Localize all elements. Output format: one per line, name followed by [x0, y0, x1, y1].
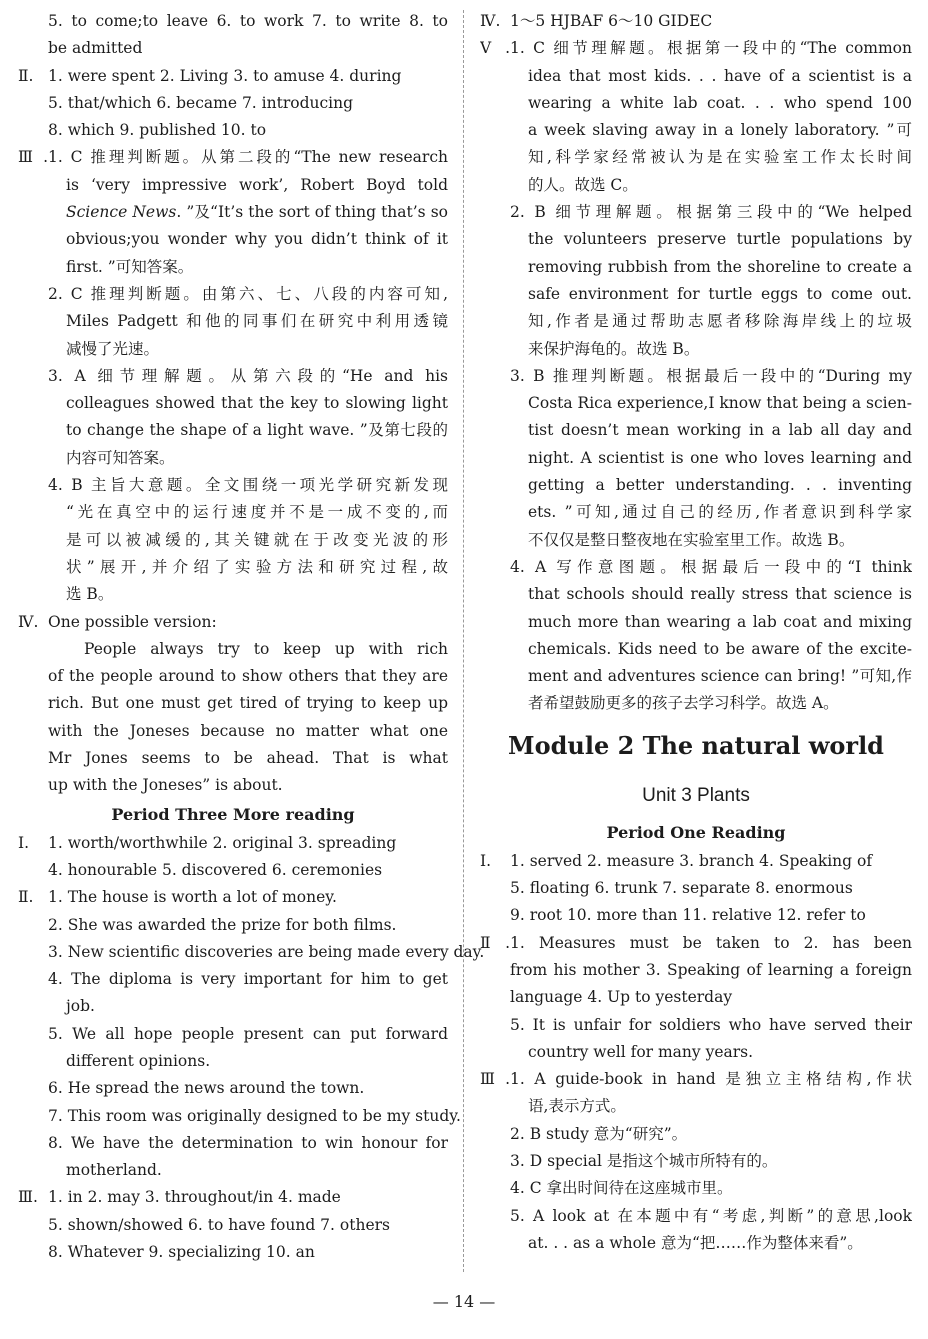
answer-line — [480, 90, 912, 117]
answer-line — [18, 1130, 448, 1157]
line-text: 知,作者是通过帮助志愿者移除海岸线上的垃圾 — [528, 312, 912, 331]
answer-line — [480, 254, 912, 281]
answer-line — [18, 1157, 448, 1184]
line-text: 1. worth/worthwhile 2. original 3. spreading — [48, 833, 397, 852]
answer-line — [18, 636, 448, 663]
line-text: Mr Jones seems to be ahead. That is what — [48, 749, 448, 768]
answer-line — [18, 772, 448, 799]
answer-line — [18, 472, 448, 499]
answer-line — [18, 445, 448, 472]
answer-line — [18, 939, 485, 966]
line-text: “光在真空中的运行速度并不是一成不变的,而 — [66, 503, 448, 522]
line-text: motherland. — [66, 1161, 162, 1180]
answer-line — [480, 848, 912, 875]
line-text: is ‘very impressive work’, Robert Boyd told — [66, 175, 448, 194]
line-text: 4. A 写作意图题。根据最后一段中的“I think — [510, 557, 912, 576]
answer-line — [480, 1121, 912, 1148]
line-text: 1. A guide-book in hand 是独立主格结构,作状 — [510, 1070, 912, 1089]
answer-line — [480, 984, 912, 1011]
answer-line — [18, 718, 448, 745]
line-text: 3. B 推理判断题。根据最后一段中的“During my — [510, 366, 912, 385]
line-text: Costa Rica experience,I know that being a scien- — [528, 394, 912, 413]
line-text: 1～5 HJBAF 6～10 GIDEC — [510, 12, 713, 30]
line-text: 1. Measures must be taken to 2. has been — [510, 933, 912, 952]
answer-line — [18, 8, 448, 35]
line-text: 不仅仅是整日整夜地在实验室里工作。故选 B。 — [528, 530, 855, 549]
answer-line — [18, 581, 448, 608]
answer-line — [480, 63, 912, 90]
line-text: 4. B 主旨大意题。全文围绕一项光学研究新发现 — [48, 476, 448, 495]
line-text: a week slaving away in a lonely laboratory. ”可 — [528, 121, 912, 140]
line-text: from his mother 3. Speaking of learning a foreign — [510, 960, 912, 979]
page-number: — 14 — — [432, 1292, 496, 1311]
right-column — [480, 8, 912, 1257]
line-text: different opinions. — [66, 1051, 211, 1070]
answer-line — [18, 499, 448, 526]
answer-line — [18, 390, 448, 417]
answer-block-module1-period2 — [18, 8, 448, 800]
line-text: 4. The diploma is very important for him to get — [48, 970, 448, 989]
answer-line — [18, 417, 448, 444]
column-divider — [463, 10, 464, 1272]
line-text: ets. ”可知,通过自己的经历,作者意识到科学家 — [528, 503, 912, 522]
line-text: Miles Padgett 和他的同事们在研究中利用透镜 — [66, 312, 448, 331]
answer-line — [18, 90, 448, 117]
answer-line — [18, 884, 448, 911]
answer-line — [480, 1148, 912, 1175]
answer-line — [18, 690, 448, 717]
line-text: 6. He spread the news around the town. — [48, 1079, 365, 1098]
line-text: 1. were spent 2. Living 3. to amuse 4. during — [48, 66, 402, 85]
line-text: language 4. Up to yesterday — [510, 988, 733, 1007]
module-title: Module 2 The natural world — [508, 730, 884, 760]
line-text: 5. shown/showed 6. to have found 7. others — [48, 1215, 390, 1234]
answer-line — [480, 499, 912, 526]
line-text: 3. D special 是指这个城市所特有的。 — [510, 1151, 778, 1170]
answer-line — [18, 993, 448, 1020]
line-text: chemicals. Kids need to be aware of the excite- — [528, 639, 912, 658]
answer-line — [18, 199, 448, 226]
line-text: be admitted — [48, 39, 143, 58]
line-text: 3. New scientific discoveries are being made every day. — [48, 942, 485, 961]
answer-line — [18, 363, 448, 390]
answer-line — [480, 144, 912, 171]
answer-line — [18, 830, 448, 857]
answer-line — [18, 1103, 461, 1130]
section-numeral: Ⅴ. — [480, 39, 510, 58]
line-text: 是可以被减缓的,其关键就在于改变光波的形 — [66, 530, 448, 549]
answer-line — [480, 1039, 912, 1066]
left-column — [18, 8, 485, 1266]
answer-line — [480, 1093, 912, 1120]
line-text: 5. floating 6. trunk 7. separate 8. enormous — [510, 879, 853, 898]
answer-line — [480, 609, 912, 636]
line-text: 8. We have the determination to win honour for — [48, 1133, 448, 1152]
answer-line — [480, 902, 912, 929]
line-text: with the Joneses because no matter what one — [48, 721, 448, 740]
section-numeral: Ⅲ. — [18, 1188, 38, 1207]
line-text: 1. in 2. may 3. throughout/in 4. made — [48, 1188, 341, 1207]
line-text: 的人。故选 C。 — [528, 175, 638, 194]
line-text: getting a better understanding. . . inventing — [528, 476, 912, 495]
line-text: 2. B study 意为“研究”。 — [510, 1124, 688, 1143]
line-text: 5. to come;to leave 6. to work 7. to write 8. to — [48, 12, 448, 30]
answer-line — [480, 1230, 912, 1257]
answer-line — [18, 663, 448, 690]
line-text: 2. C 推理判断题。由第六、七、八段的内容可知, — [48, 284, 448, 303]
answer-line — [480, 472, 912, 499]
period-title-reading: Period One Reading — [606, 822, 786, 842]
answer-line — [480, 636, 912, 663]
line-text: 1. served 2. measure 3. branch 4. Speaking of — [510, 851, 873, 870]
line-text: wearing a white lab coat. . . who spend 100 — [528, 93, 912, 112]
line-text: removing rubbish from the shoreline to create a — [528, 257, 912, 276]
line-text: 9. root 10. more than 11. relative 12. refer to — [510, 906, 866, 925]
answer-line — [480, 8, 912, 35]
answer-line — [480, 930, 912, 957]
answer-line — [480, 363, 912, 390]
answer-line — [18, 1021, 448, 1048]
line-text: 1. C 推理判断题。从第二段的“The new research — [48, 148, 448, 167]
answer-line — [480, 336, 912, 363]
answer-line — [18, 172, 448, 199]
line-text: One possible version: — [48, 612, 217, 631]
line-text: 1. C 细节理解题。根据第一段中的“The common — [510, 39, 912, 58]
line-text: 3. A 细节理解题。从第六段的“He and his — [48, 366, 448, 385]
line-text: 选 B。 — [66, 585, 114, 604]
line-text: 5. It is unfair for soldiers who have served their — [510, 1015, 912, 1034]
section-numeral: Ⅰ. — [480, 851, 492, 870]
section-numeral: Ⅱ. — [18, 888, 34, 907]
line-text: 7. This room was originally designed to be my study. — [48, 1106, 461, 1125]
line-text: tist doesn’t mean working in a lab all day and — [528, 421, 912, 440]
answer-line — [480, 957, 912, 984]
section-numeral: Ⅱ. — [18, 66, 34, 85]
line-text: 语,表示方式。 — [528, 1097, 626, 1116]
answer-line — [18, 1239, 448, 1266]
answer-line — [18, 281, 448, 308]
answer-line — [480, 1175, 912, 1202]
line-text: 1. The house is worth a lot of money. — [48, 888, 337, 907]
answer-line — [480, 581, 912, 608]
answer-line — [18, 966, 448, 993]
answer-line — [480, 554, 912, 581]
line-text: at. . . as a whole 意为“把……作为整体来看”。 — [528, 1233, 863, 1252]
line-text: 状”展开,并介绍了实验方法和研究过程,故 — [66, 557, 448, 576]
answer-line — [18, 1212, 448, 1239]
answer-line — [480, 35, 912, 62]
answer-line — [18, 912, 448, 939]
answer-line — [18, 609, 448, 636]
line-text: that schools should really stress that science is — [528, 585, 912, 604]
line-text: 2. She was awarded the prize for both films. — [48, 915, 397, 934]
line-text: 8. Whatever 9. specializing 10. an — [48, 1243, 315, 1262]
answer-line — [18, 35, 448, 62]
answer-line — [480, 527, 912, 554]
answer-line — [480, 117, 912, 144]
line-text: job. — [66, 997, 95, 1016]
section-numeral: Ⅳ. — [480, 12, 501, 30]
line-text: 5. A look at 在本题中有“考虑,判断”的意思,look — [510, 1206, 912, 1225]
answer-line — [18, 745, 448, 772]
section-numeral: Ⅲ. — [480, 1070, 510, 1089]
answer-block-period-one — [480, 848, 912, 1257]
line-text: 2. B 细节理解题。根据第三段中的“We helped — [510, 203, 912, 222]
answer-line — [18, 857, 448, 884]
line-text: of the people around to show others that they are — [48, 667, 448, 686]
answer-line — [480, 199, 912, 226]
section-numeral: Ⅱ. — [480, 933, 510, 952]
answer-line — [18, 554, 448, 581]
answer-line — [18, 336, 448, 363]
italic-text: Science News — [66, 203, 177, 222]
line-text: 5. that/which 6. became 7. introducing — [48, 93, 354, 112]
answer-block-reading-comprehension — [480, 8, 912, 718]
unit-title: Unit 3 Plants — [642, 784, 750, 806]
section-numeral: Ⅲ. — [18, 148, 48, 167]
answer-line — [480, 226, 912, 253]
answer-line — [18, 144, 448, 171]
answer-line — [480, 172, 912, 199]
answer-line — [480, 417, 912, 444]
line-text: 知,科学家经常被认为是在实验室工作太长时间 — [528, 148, 912, 167]
line-text: ment and adventures science can bring! ”可知,作 — [528, 667, 912, 686]
answer-line — [480, 1012, 912, 1039]
line-text: 者希望鼓励更多的孩子去学习科学。故选 A。 — [528, 694, 839, 713]
answer-line — [480, 1066, 912, 1093]
answer-line — [480, 690, 912, 717]
line-text: 5. We all hope people present can put forward — [48, 1024, 448, 1043]
answer-line — [480, 445, 912, 472]
line-text: much more than wearing a lab coat and mixing — [528, 612, 912, 631]
answer-block-period-three — [18, 830, 485, 1267]
line-text: 来保护海龟的。故选 B。 — [528, 339, 700, 358]
line-text: colleagues showed that the key to slowing light — [66, 394, 448, 413]
answer-line — [18, 226, 448, 253]
answer-line — [18, 1075, 448, 1102]
period-title-more-reading: Period Three More reading — [111, 804, 355, 824]
answer-line — [18, 527, 448, 554]
answer-line — [18, 254, 448, 281]
answer-line — [480, 663, 912, 690]
line-text: to change the shape of a light wave. ”及第七段的 — [66, 421, 448, 440]
line-text: the volunteers preserve turtle populations by — [528, 230, 912, 249]
line-text: . ”及“It’s the sort of thing that’s so — [176, 203, 448, 222]
line-text: safe environment for turtle eggs to come out. — [528, 284, 912, 303]
line-text: People always try to keep up with rich — [84, 639, 448, 658]
line-text: 内容可知答案。 — [66, 448, 175, 467]
answer-line — [18, 117, 448, 144]
answer-line — [18, 308, 448, 335]
line-text: up with the Joneses” is about. — [48, 776, 283, 795]
line-text: 4. honourable 5. discovered 6. ceremonies — [48, 860, 383, 879]
line-text: idea that most kids. . . have of a scientist is a — [528, 66, 912, 85]
section-numeral: Ⅳ. — [18, 612, 39, 631]
answer-line — [480, 390, 912, 417]
answer-line — [480, 1203, 912, 1230]
answer-line — [18, 1048, 448, 1075]
line-text: country well for many years. — [528, 1042, 754, 1061]
answer-line — [480, 875, 912, 902]
answer-line — [18, 1184, 448, 1211]
line-text: night. A scientist is one who loves learning and — [528, 448, 912, 467]
line-text: 减慢了光速。 — [66, 339, 160, 358]
line-text: 4. C 拿出时间待在这座城市里。 — [510, 1179, 733, 1198]
answer-line — [18, 63, 448, 90]
answer-line — [480, 308, 912, 335]
section-numeral: Ⅰ. — [18, 833, 30, 852]
line-text: 8. which 9. published 10. to — [48, 121, 267, 140]
line-text: obvious;you wonder why you didn’t think of it — [66, 230, 448, 249]
line-text: rich. But one must get tired of trying to keep up — [48, 694, 448, 713]
answer-line — [480, 281, 912, 308]
line-text: first. ”可知答案。 — [66, 257, 194, 276]
